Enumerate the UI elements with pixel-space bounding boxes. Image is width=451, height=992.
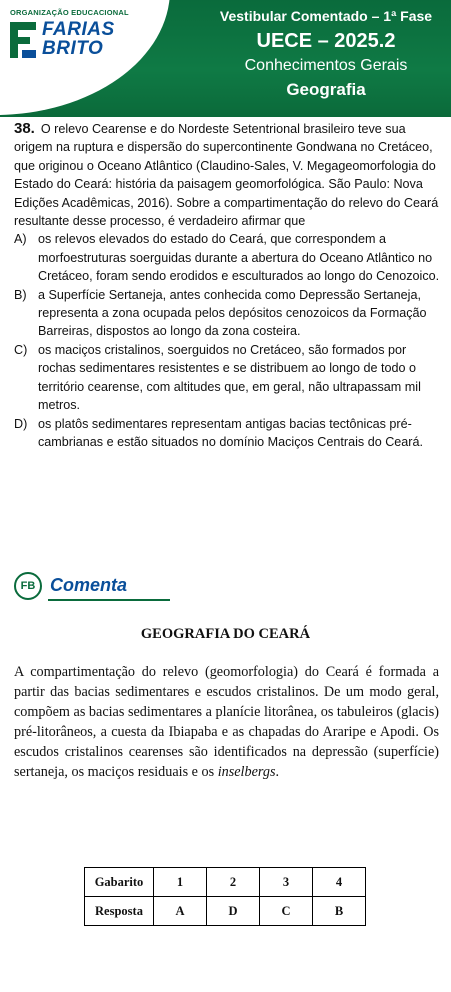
option-text: os platôs sedimentares representam antigas bacias tectônicas pré-cambrianas e estão situados no domínio Maciços Centrais do Ceará. [38, 416, 424, 449]
comenta-heading [14, 571, 174, 605]
answer-cell: B [313, 897, 366, 926]
comment-paragraph [14, 662, 439, 782]
comment-title: GEOGRAFIA DO CEARÁ [140, 626, 311, 642]
option-letter: D) [14, 416, 28, 431]
comenta-underline [48, 599, 170, 601]
option-a [14, 230, 440, 285]
header-exam-title: Vestibular Comentado – 1ª Fase [219, 8, 433, 24]
option-b [14, 286, 440, 341]
option-text: a Superfície Sertaneja, antes conhecida como Depressão Sertaneja, representa a zona ocupada pelos depósitos cenozoicos da Formação Barreiras, dispostos ao longo da zona costeira. [38, 287, 427, 339]
header-exam-name: UECE – 2025.2 [256, 30, 396, 52]
answer-cell: D [207, 897, 260, 926]
option-c [14, 341, 440, 415]
option-text: os maciços cristalinos, soerguidos no Cretáceo, são formados por rochas sedimentares resistentes e se distribuem ao longo de todo o território cearense, com altitudes que, em geral, não ultrapassam mil metros. [38, 342, 421, 413]
comment-text-end: . [275, 764, 280, 780]
brand-name-line2: BRITO [42, 38, 104, 59]
question-cell: 4 [313, 868, 366, 897]
answer-cell: A [154, 897, 207, 926]
org-label: ORGANIZAÇÃO EDUCACIONAL [10, 8, 129, 17]
question-number: 38. [14, 120, 35, 137]
question-cell: 3 [260, 868, 313, 897]
option-letter: C) [14, 342, 28, 357]
question-cell: 2 [207, 868, 260, 897]
answer-key-table [84, 867, 366, 926]
header-subject: Geografia [286, 80, 366, 99]
question-stem-paragraph [14, 120, 440, 230]
option-text: os relevos elevados do estado do Ceará, que correspondem a morfoestruturas soerguidas durante a abertura do Oceano Atlântico no Cretáceo, foram sendo erodidos e esculturados ao longo do Cenozoico. [38, 232, 440, 284]
resposta-header: Resposta [85, 897, 154, 926]
brand-name-line1: FARIAS [42, 19, 115, 40]
options-list [14, 230, 440, 451]
comenta-label: Comenta [50, 575, 128, 595]
header-subject-area: Conhecimentos Gerais [244, 57, 408, 74]
comment-text: A compartimentação do relevo (geomorfologia) do Ceará é formada a partir das bacias sedimentares e escudos cristalinos. De um modo geral, compõem as bacias sedimentares a planície litorânea, os tabuleiros (glacis) pré-litorâneos, a cuesta da Ibiapaba e as chapadas do Araripe e Apodi. Os escudos cristalinos cearenses são identificados na depressão (superfície) sertaneja, os maciços residuais e os [14, 664, 439, 780]
answer-cell: C [260, 897, 313, 926]
gabarito-header: Gabarito [85, 868, 154, 897]
option-letter: A) [14, 232, 27, 247]
comment-italic-term: inselbergs [217, 764, 276, 780]
option-d [14, 415, 440, 452]
table-row [85, 868, 366, 897]
question-block [14, 120, 440, 451]
question-stem: O relevo Cearense e do Nordeste Setentrional brasileiro teve sua origem na ruptura e dispersão do supercontinente Gondwana no Cretáceo, que originou o Oceano Atlântico (Claudino-Sales, V. Megageomorfologia do Estado do Ceará: história da paisagem geomorfológica. São Paulo: Nova Edições Acadêmicas, 2016). Sobre a compartimentação do relevo do Ceará resultante desse processo, é verdadeiro afirmar que [14, 122, 439, 229]
option-letter: B) [14, 287, 27, 302]
fb-badge-icon: FB [14, 572, 42, 600]
farias-brito-logo [10, 8, 160, 68]
table-row [85, 897, 366, 926]
page-header [0, 0, 451, 117]
question-cell: 1 [154, 868, 207, 897]
fb-logo-icon [10, 20, 38, 60]
